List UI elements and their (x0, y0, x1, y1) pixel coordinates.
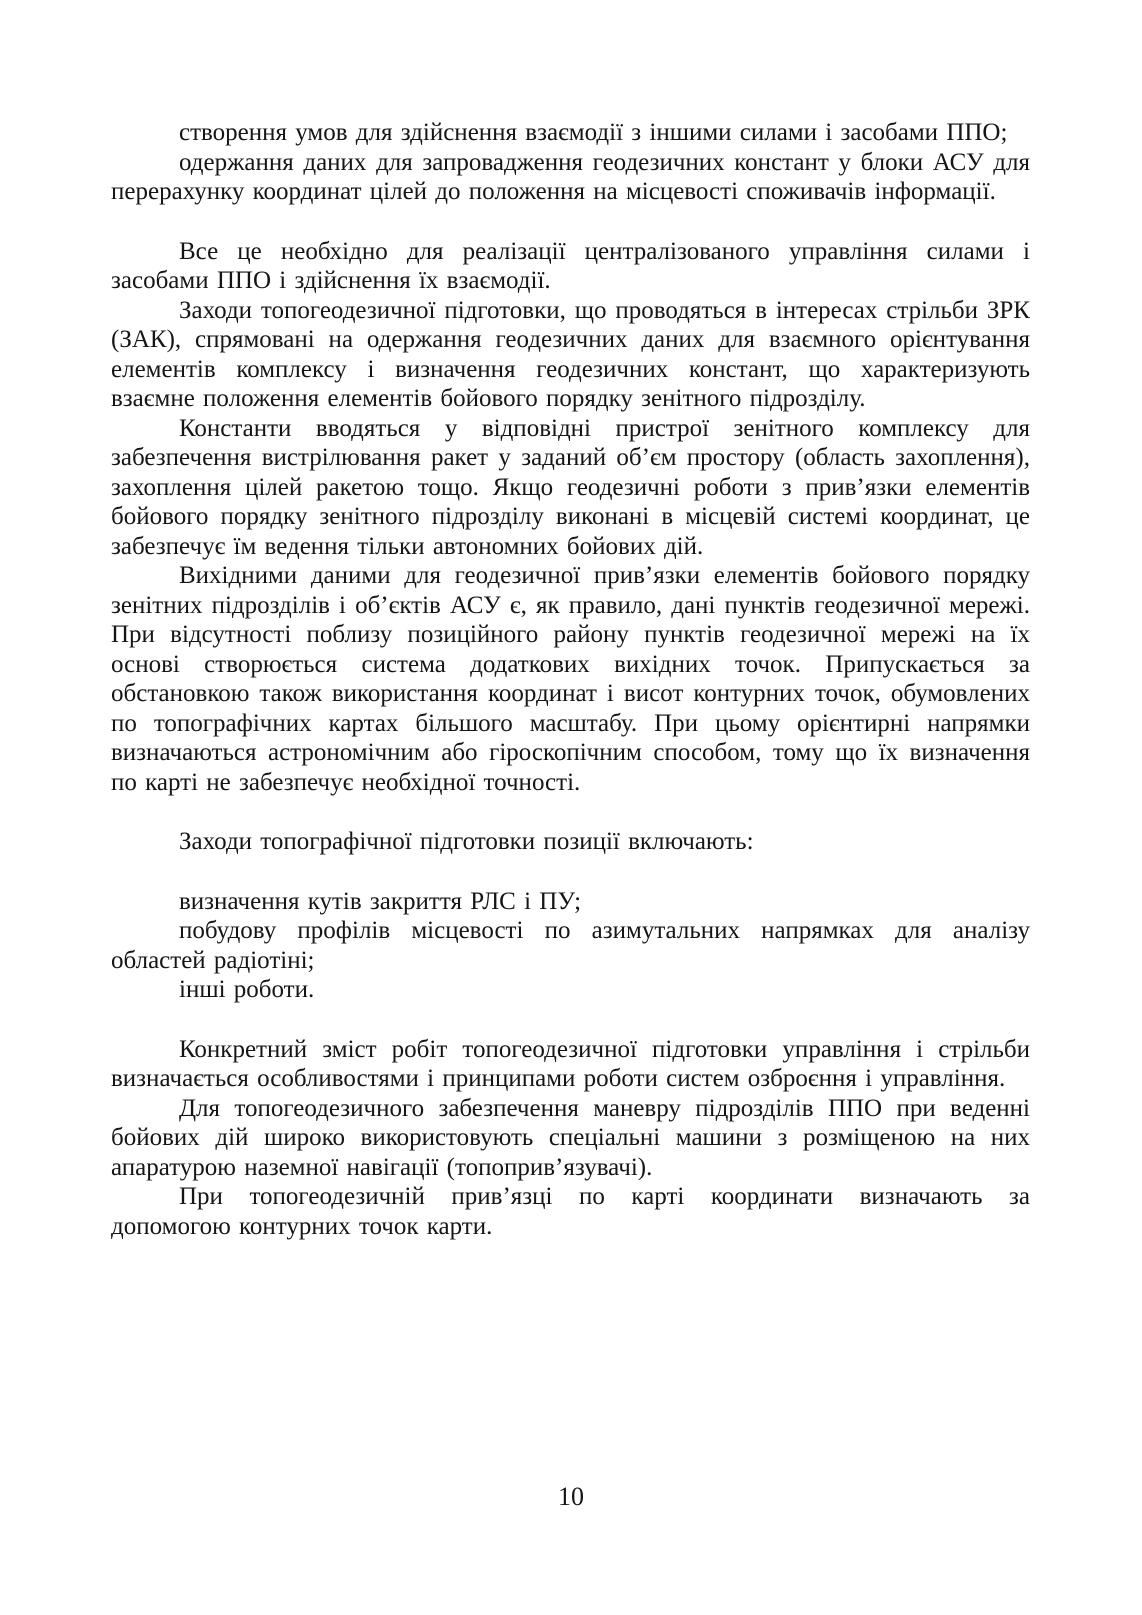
paragraph: Конкретний зміст робіт топогеодезичної підготовки управління і стрільби визначається особливостями і принципами роботи систем озброєння і управління. (111, 1035, 1030, 1092)
paragraph-gap (111, 207, 1030, 237)
paragraph: Заходи топогеодезичної підготовки, що проводяться в інтересах стрільби ЗРК (ЗАК), спрямовані на одержання геодезичних даних для взаємного орієнтування елементів комплексу і визначення геодезичних констант, що характеризують взаємне положення елементів бойового порядку зенітного підрозділу. (111, 296, 1030, 412)
text-body (111, 118, 1030, 1241)
paragraph: Все це необхідно для реалізації централізованого управління силами і засобами ППО і здійснення їх взаємодії. (111, 237, 1030, 294)
paragraph-gap (111, 857, 1030, 887)
paragraph: Для топогеодезичного забезпечення маневру підрозділів ППО при веденні бойових дій широко використовують спеціальні машини з розміщеною на них апаратурою наземної навігації (топоприв’язувачі). (111, 1094, 1030, 1181)
paragraph-gap (111, 797, 1030, 827)
paragraph: одержання даних для запровадження геодезичних констант у блоки АСУ для перерахунку координат цілей до положення на місцевості споживачів інформації. (111, 148, 1030, 205)
paragraph: Вихідними даними для геодезичної прив’язки елементів бойового порядку зенітних підрозділів і об’єктів АСУ є, як правило, дані пунктів геодезичної мережі. При відсутності поблизу позиційного району пунктів геодезичної мережі на їх основі створюється система додаткових вихідних точок. Припускається за обстановкою також використання координат і висот контурних точок, обумовлених по топографічних картах більшого масштабу. При цьому орієнтирні напрямки визначаються астрономічним або гіроскопічним способом, тому що їх визначення по карті не забезпечує необхідної точності. (111, 562, 1030, 796)
paragraph: створення умов для здійснення взаємодії з іншими силами і засобами ППО; (179, 119, 1008, 146)
list-item-paragraph: інші роботи. (179, 976, 315, 1003)
paragraph: При топогеодезичній прив’язці по карті координати визначають за допомогою контурних точок карти. (111, 1183, 1030, 1240)
paragraph-gap (111, 1005, 1030, 1035)
paragraph: Заходи топографічної підготовки позиції включають: (179, 828, 754, 855)
list-item-paragraph: визначення кутів закриття РЛС і ПУ; (179, 887, 582, 915)
page-number: 10 (558, 1482, 584, 1511)
list-item-paragraph: побудову профілів місцевості по азимутальних напрямках для аналізу областей радіотіні; (111, 917, 1030, 974)
paragraph: Константи вводяться у відповідні пристрої зенітного комплексу для забезпечення вистрілювання ракет у заданий об’єм простору (область захоплення), захоплення цілей ракетою тощо. Якщо геодезичні роботи з прив’язки елементів бойового порядку зенітного підрозділу виконані в місцевій системі координат, це забезпечує їм ведення тільки автономних бойових дій. (111, 414, 1030, 560)
